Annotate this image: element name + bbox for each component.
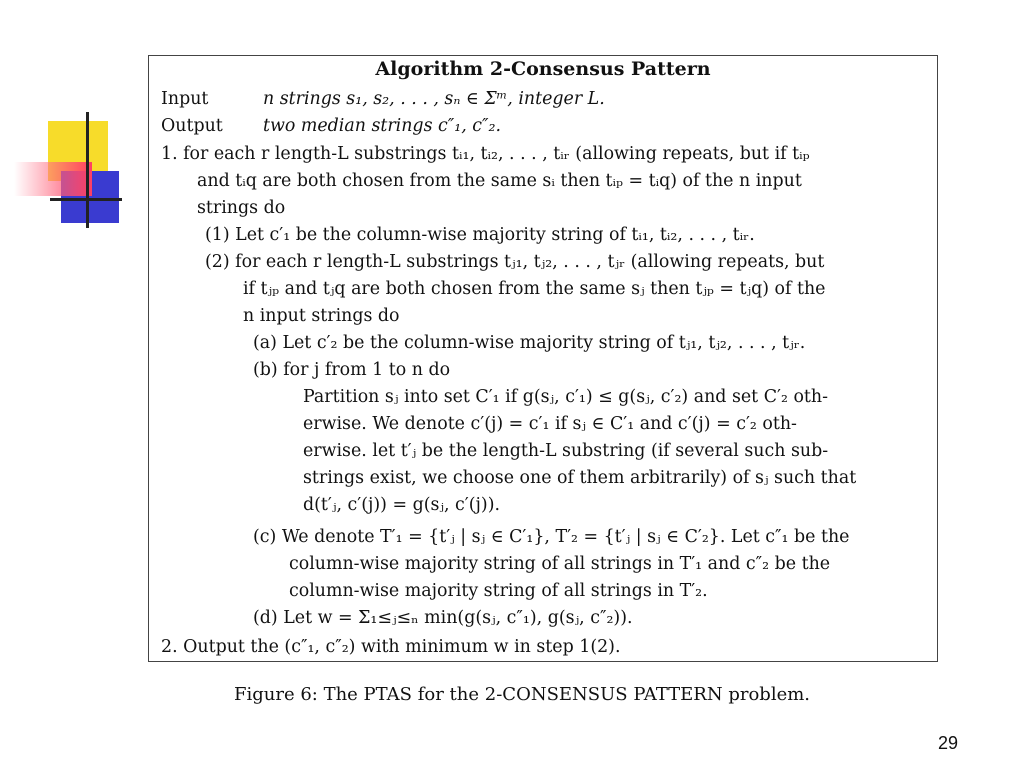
decor-red-gradient-bar (14, 162, 92, 196)
page-number: 29 (938, 733, 959, 753)
algorithm-line: (c) We denote T′₁ = {t′ⱼ | sⱼ ∈ C′₁}, T′₂ = {t′ⱼ | sⱼ ∈ C′₂}. Let c″₁ be the (253, 527, 850, 547)
algorithm-line: n input strings do (243, 306, 400, 326)
decor-vertical-line (86, 112, 89, 228)
algorithm-line: (2) for each r length-L substrings tⱼ₁, tⱼ₂, . . . , tⱼᵣ (allowing repeats, but (205, 252, 825, 272)
algorithm-line: (d) Let w = Σ₁≤ⱼ≤ₙ min(g(sⱼ, c″₁), g(sⱼ, c″₂)). (253, 608, 633, 628)
algorithm-line: (b) for j from 1 to n do (253, 360, 451, 380)
algorithm-line: column-wise majority string of all strings in T′₂. (289, 581, 708, 601)
algorithm-line: strings do (197, 198, 286, 218)
algorithm-line: erwise. let t′ⱼ be the length-L substring (if several such sub- (303, 441, 829, 461)
algorithm-line: (a) Let c′₂ be the column-wise majority string of tⱼ₁, tⱼ₂, . . . , tⱼᵣ. (253, 333, 806, 353)
algorithm-line: (1) Let c′₁ be the column-wise majority string of tᵢ₁, tᵢ₂, . . . , tᵢᵣ. (205, 225, 755, 245)
algorithm-box (148, 55, 938, 662)
algorithm-line: column-wise majority string of all strings in T′₁ and c″₂ be the (289, 554, 831, 574)
algorithm-title: Algorithm 2-Consensus Pattern (375, 58, 711, 80)
algorithm-line: erwise. We denote c′(j) = c′₁ if sⱼ ∈ C′₁ and c′(j) = c′₂ oth- (303, 414, 797, 434)
output-text: two median strings c″₁, c″₂. (263, 116, 502, 136)
algorithm-line: Partition sⱼ into set C′₁ if g(sⱼ, c′₁) ≤ g(sⱼ, c′₂) and set C′₂ oth- (303, 387, 828, 407)
algorithm-line: and tᵢq are both chosen from the same sᵢ then tᵢₚ = tᵢq) of the n input (197, 171, 802, 191)
algorithm-line: d(t′ⱼ, c′(j)) = g(sⱼ, c′(j)). (303, 495, 501, 515)
output-label: Output (161, 116, 223, 136)
input-label: Input (161, 89, 209, 109)
algorithm-line: 2. Output the (c″₁, c″₂) with minimum w in step 1(2). (161, 637, 621, 657)
algorithm-line: strings exist, we choose one of them arbitrarily) of sⱼ such that (303, 468, 857, 488)
figure-caption: Figure 6: The PTAS for the 2-CONSENSUS PATTERN problem. (234, 684, 811, 705)
algorithm-line: if tⱼₚ and tⱼq are both chosen from the same sⱼ then tⱼₚ = tⱼq) of the (243, 279, 826, 299)
decor-horizontal-line (50, 198, 122, 201)
input-text: n strings s₁, s₂, . . . , sₙ ∈ Σᵐ, integer L. (263, 89, 605, 109)
algorithm-line: 1. for each r length-L substrings tᵢ₁, tᵢ₂, . . . , tᵢᵣ (allowing repeats, but if tᵢₚ (161, 144, 810, 164)
